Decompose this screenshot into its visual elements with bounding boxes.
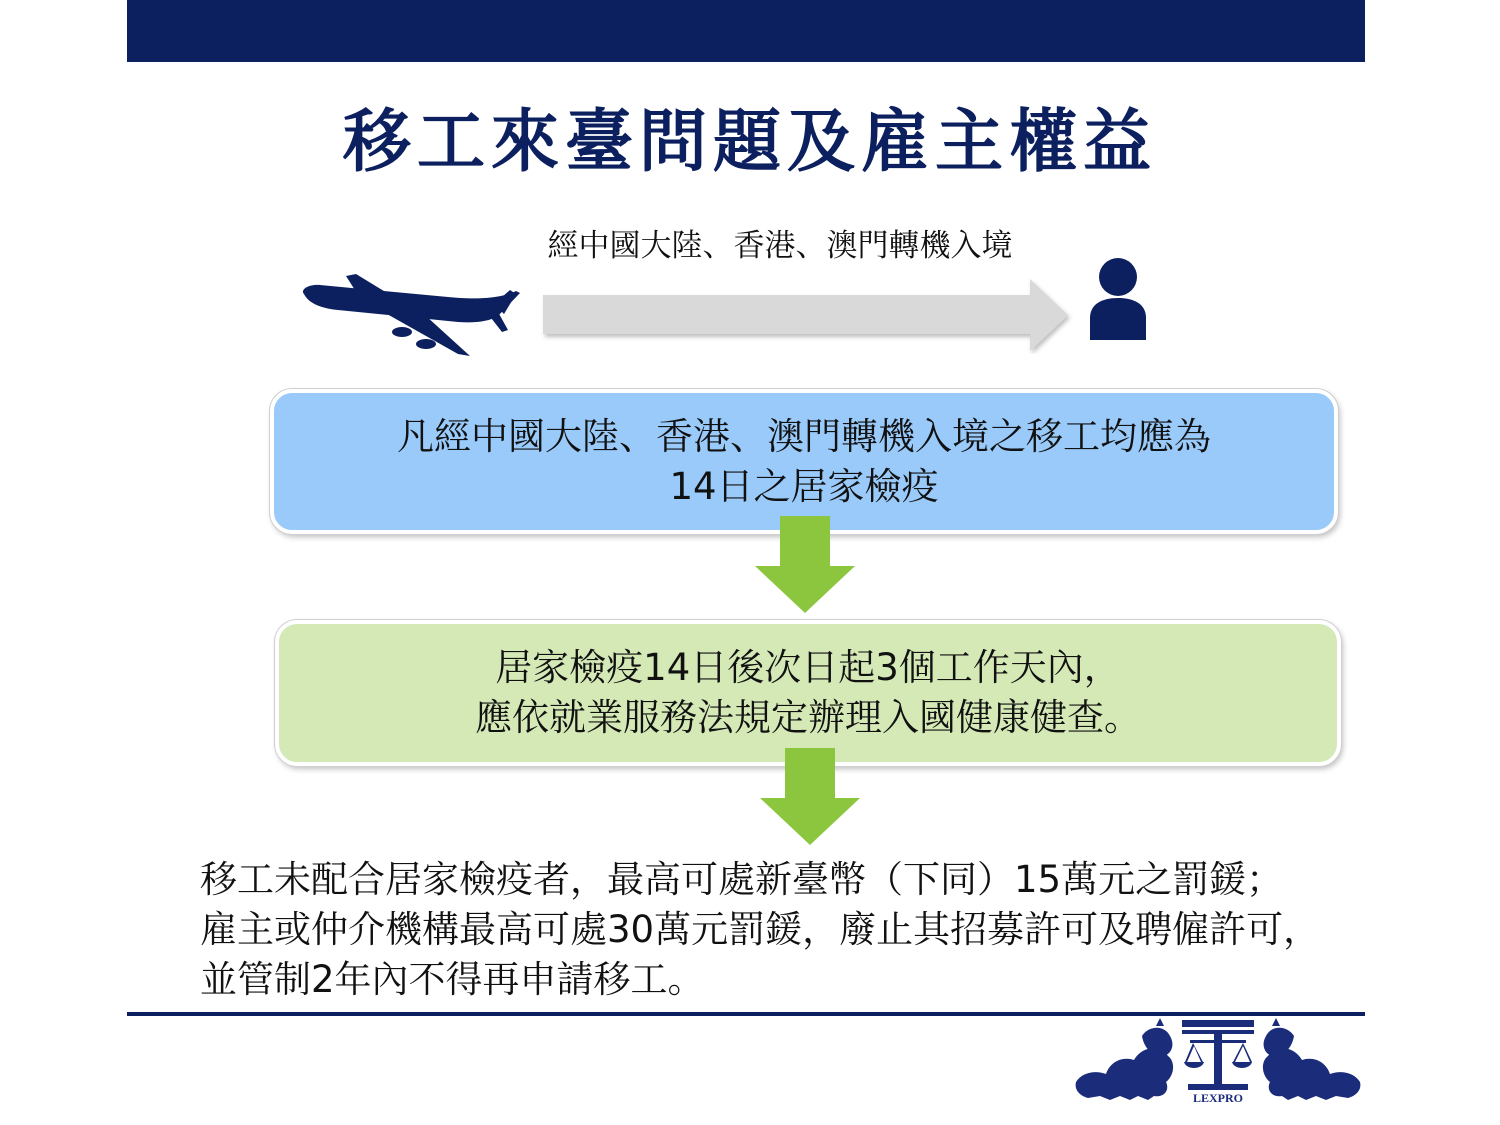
step1-line2: 14日之居家檢疫 xyxy=(669,464,939,508)
step2-line2: 應依就業服務法規定辦理入國健康健查。 xyxy=(475,696,1141,739)
step-box-transit-quarantine xyxy=(270,389,1338,534)
penalty-text xyxy=(200,855,1480,1005)
step-box-health-check xyxy=(275,620,1341,766)
route-label: 經中國大陸、香港、澳門轉機入境 xyxy=(547,228,1013,264)
step1-line1: 凡經中國大陸、香港、澳門轉機入境之移工均應為 xyxy=(397,414,1211,458)
logo-text: LEXPRO xyxy=(1192,1091,1244,1105)
down-arrow-icon xyxy=(753,516,857,614)
penalty-line3: 並管制2年內不得再申請移工。 xyxy=(200,958,705,1001)
penalty-line1: 移工未配合居家檢疫者，最高可處新臺幣（下同）15萬元之罰鍰； xyxy=(200,858,1284,901)
slide-title: 移工來臺問題及雇主權益 xyxy=(342,102,1157,182)
lexpro-logo xyxy=(1072,1016,1364,1106)
airplane-icon xyxy=(298,270,523,360)
person-icon xyxy=(1088,256,1148,340)
header-bar xyxy=(127,0,1365,62)
step2-line1: 居家檢疫14日後次日起3個工作天內， xyxy=(495,646,1121,689)
right-arrow-icon xyxy=(540,276,1075,354)
penalty-line2: 雇主或仲介機構最高可處30萬元罰鍰，廢止其招募許可及聘僱許可， xyxy=(200,908,1321,951)
down-arrow-icon xyxy=(758,748,862,846)
